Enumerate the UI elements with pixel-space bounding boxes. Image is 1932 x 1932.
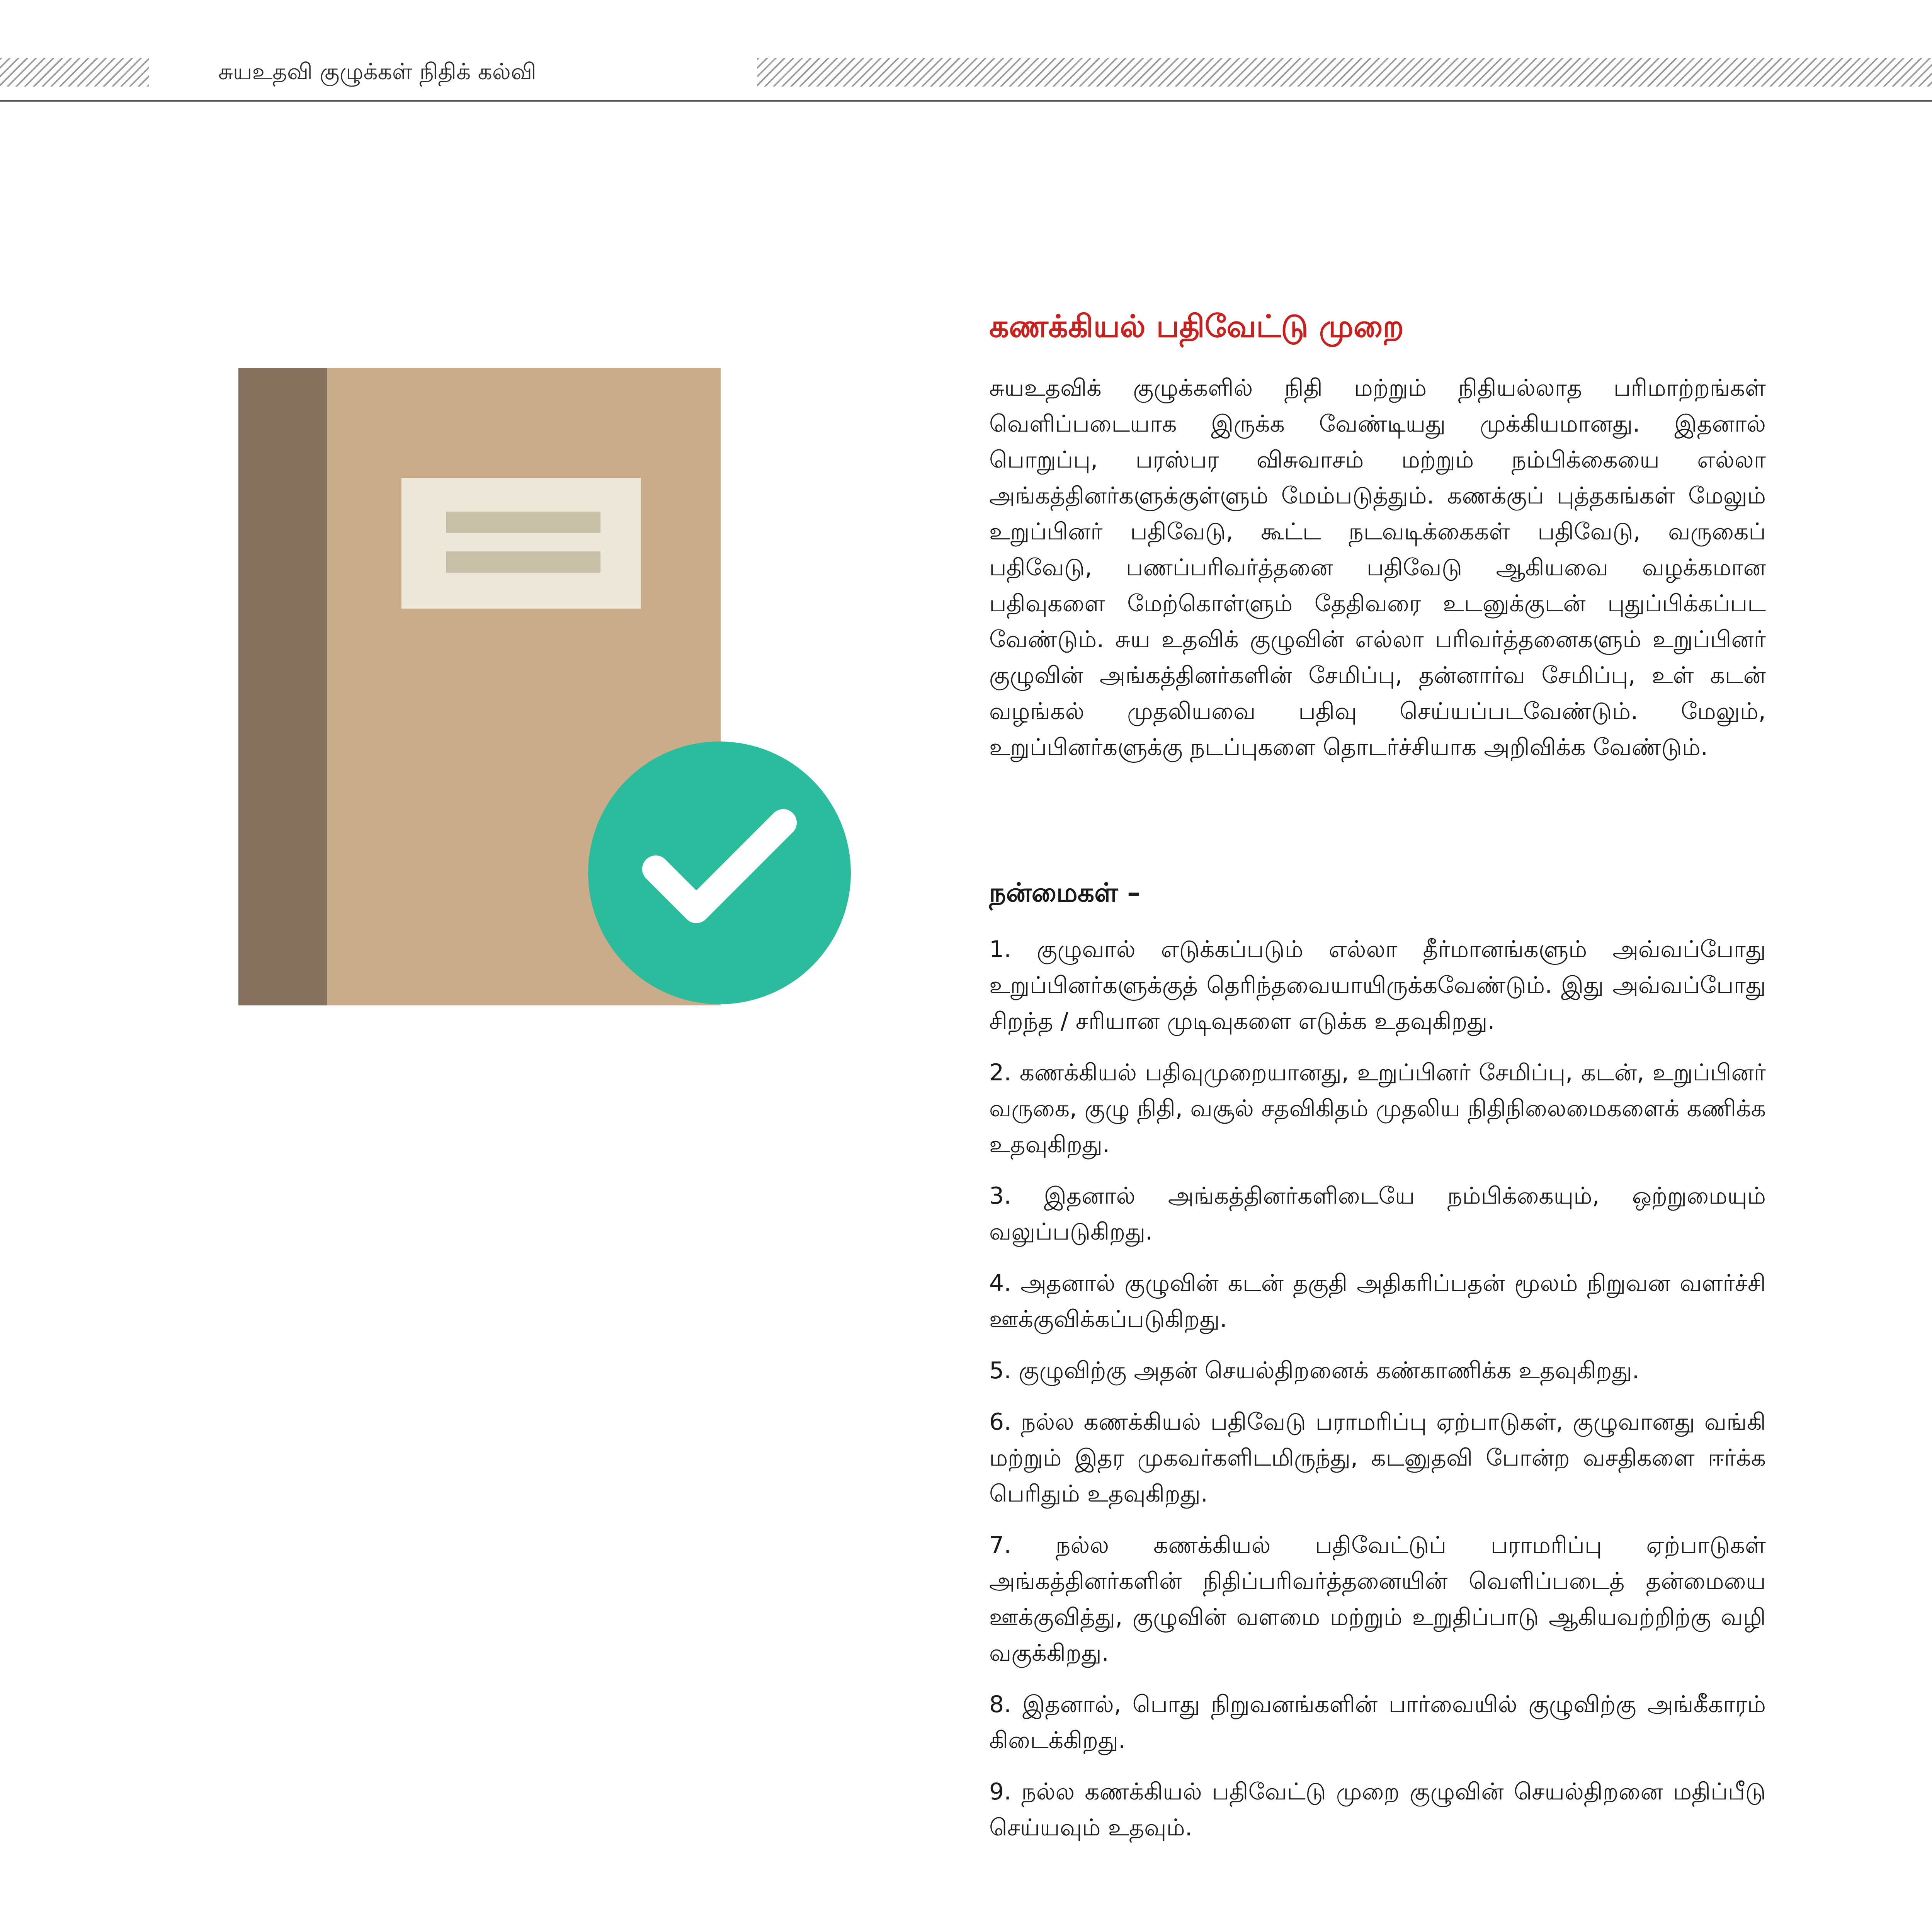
book-checkmark-illustration (238, 368, 853, 1005)
header-hatch-right (757, 58, 1932, 87)
benefit-item: 2. கணக்கியல் பதிவுமுறையானது, உறுப்பினர் சேமிப்பு, கடன், உறுப்பினர் வருகை, குழு நிதி, வசூல் சதவிகிதம் முதலிய நிதிநிலைமைகளைக் கணிக்க உதவுகிறது. (989, 1059, 1766, 1158)
benefit-item: 9. நல்ல கணக்கியல் பதிவேட்டு முறை குழுவின் செயல்திறனை மதிப்பீடு செய்யவும் உதவும். (989, 1778, 1766, 1841)
benefit-item: 1. குழுவால் எடுக்கப்படும் எல்லா தீர்மானங்களும் அவ்வப்போது உறுப்பினர்களுக்குத் தெரிந்தவையாயிருக்கவேண்டும். இது அவ்வப்போது சிறந்த / சரியான முடிவுகளை எடுக்க உதவுகிறது. (989, 936, 1766, 1035)
intro-paragraph: சுயஉதவிக் குழுக்களில் நிதி மற்றும் நிதியல்லாத பரிமாற்றங்கள் வெளிப்படையாக இருக்க வேண்டியது முக்கியமானது. இதனால் பொறுப்பு, பரஸ்பர விசுவாசம் மற்றும் நம்பிக்கையை எல்லா அங்கத்தினர்களுக்குள்ளும் மேம்படுத்தும். கணக்குப் புத்தகங்கள் மேலும் உறுப்பினர் பதிவேடு, கூட்ட நடவடிக்கைகள் பதிவேடு, வருகைப் பதிவேடு, பணப்பரிவர்த்தனை பதிவேடு ஆகியவை வழக்கமான பதிவுகளை மேற்கொள்ளும் தேதிவரை உடனுக்குடன் புதுப்பிக்கப்பட வேண்டும். சுய உதவிக் குழுவின் எல்லா பரிவர்த்தனைகளும் உறுப்பினர் குழுவின் அங்கத்தினர்களின் சேமிப்பு, தன்னார்வ சேமிப்பு, உள் கடன் வழங்கல் முதலியவை பதிவு செய்யப்படவேண்டும். மேலும், உறுப்பினர்களுக்கு நடப்புகளை தொடர்ச்சியாக அறிவிக்க வேண்டும். (989, 374, 1766, 761)
header-rule (0, 100, 1932, 102)
benefit-item: 4. அதனால் குழுவின் கடன் தகுதி அதிகரிப்பதன் மூலம் நிறுவன வளர்ச்சி ஊக்குவிக்கப்படுகிறது. (989, 1270, 1766, 1333)
benefit-item: 5. குழுவிற்கு அதன் செயல்திறனைக் கண்காணிக்க உதவுகிறது. (989, 1357, 1639, 1384)
checkmark-icon (588, 742, 851, 1004)
benefits-heading: நன்மைகள் – (989, 878, 1141, 908)
book-spine (238, 368, 327, 1005)
book-label-line-2 (446, 551, 600, 573)
book-label-line-1 (446, 512, 600, 533)
benefits-list (989, 932, 1766, 1846)
benefit-item: 7. நல்ல கணக்கியல் பதிவேட்டுப் பராமரிப்பு ஏற்பாடுகள் அங்கத்தினர்களின் நிதிப்பரிவர்த்தனையின் வெளிப்படைத் தன்மையை ஊக்குவித்து, குழுவின் வளமை மற்றும் உறுதிப்பாடு ஆகியவற்றிற்கு வழி வகுக்கிறது. (989, 1532, 1766, 1667)
benefit-item: 3. இதனால் அங்கத்தினர்களிடையே நம்பிக்கையும், ஒற்றுமையும் வலுப்படுகிறது. (989, 1182, 1766, 1245)
section-title: கணக்கியல் பதிவேட்டு முறை (989, 308, 1404, 344)
book-label (401, 478, 641, 609)
benefit-item: 8. இதனால், பொது நிறுவனங்களின் பார்வையில் குழுவிற்கு அங்கீகாரம் கிடைக்கிறது. (989, 1691, 1766, 1754)
main-content (989, 305, 1766, 1861)
benefit-item: 6. நல்ல கணக்கியல் பதிவேடு பராமரிப்பு ஏற்பாடுகள், குழுவானது வங்கி மற்றும் இதர முகவர்களிடமிருந்து, கடனுதவி போன்ற வசதிகளை ஈர்க்க பெரிதும் உதவுகிறது. (989, 1408, 1766, 1507)
running-header-title: சுயஉதவி குழுக்கள் நிதிக் கல்வி (218, 58, 536, 85)
header-hatch-left (0, 58, 149, 87)
